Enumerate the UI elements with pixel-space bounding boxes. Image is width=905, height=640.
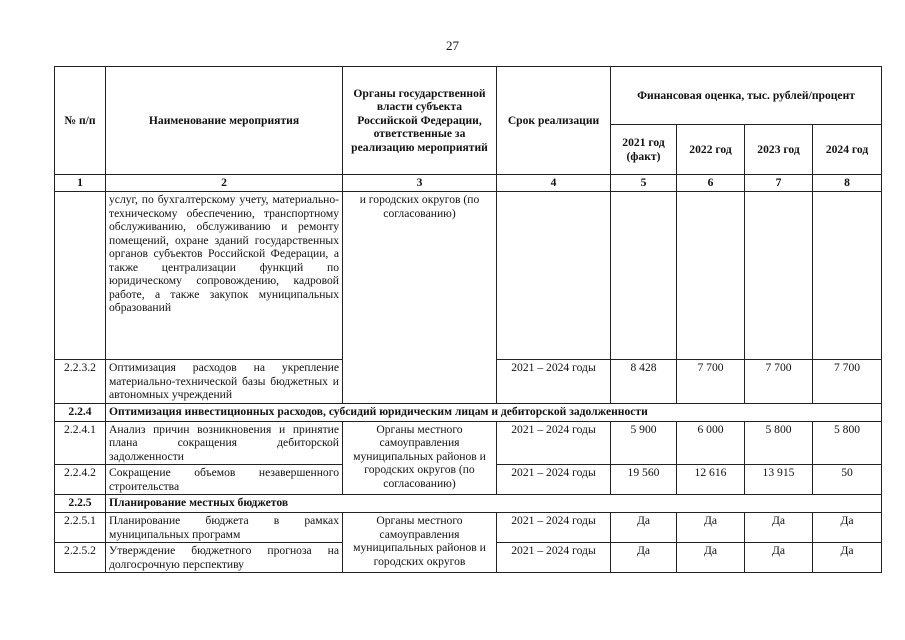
table-row: [55, 192, 882, 360]
table-row: [55, 513, 882, 543]
row-value-2023: 5 800: [745, 421, 813, 465]
colnum: 3: [343, 175, 497, 192]
row-value-2021: 8 428: [611, 360, 677, 404]
row-name: Сокращение объемов незавершенного строительства: [106, 465, 343, 495]
colnum: 7: [745, 175, 813, 192]
section-title: Оптимизация инвестиционных расходов, субсидий юридическим лицам и дебиторской задолженности: [106, 403, 882, 421]
row-value: [611, 192, 677, 360]
row-term: [497, 192, 611, 360]
row-name: Утверждение бюджетного прогноза на долгосрочную перспективу: [106, 543, 343, 573]
row-value-2023: 13 915: [745, 465, 813, 495]
row-value-2024: Да: [813, 543, 882, 573]
row-term: 2021 – 2024 годы: [497, 465, 611, 495]
row-value-2022: Да: [677, 543, 745, 573]
row-term: 2021 – 2024 годы: [497, 513, 611, 543]
header-year-2024: 2024 год: [813, 125, 882, 175]
row-value-2024: 50: [813, 465, 882, 495]
row-term: 2021 – 2024 годы: [497, 360, 611, 404]
row-org: Органы местного самоуправления муниципальных районов и городских округов: [343, 513, 497, 573]
row-value-2021: 19 560: [611, 465, 677, 495]
colnum: 8: [813, 175, 882, 192]
row-value: [813, 192, 882, 360]
row-org: и городских округов (по согласованию): [343, 192, 497, 404]
row-org: Органы местного самоуправления муниципальных районов и городских округов (по согласованию): [343, 421, 497, 495]
colnum: 2: [106, 175, 343, 192]
table-row: [55, 421, 882, 465]
header-year-2021: 2021 год (факт): [611, 125, 677, 175]
page-number: 27: [446, 38, 459, 53]
row-value-2023: 7 700: [745, 360, 813, 404]
column-numbers-row: [55, 175, 882, 192]
row-name: Анализ причин возникновения и принятие плана сокращения дебиторской задолженности: [106, 421, 343, 465]
row-num: 2.2.3.2: [55, 360, 106, 404]
section-row: [55, 495, 882, 513]
row-num: [55, 192, 106, 360]
row-value-2022: Да: [677, 513, 745, 543]
header-year-2022: 2022 год: [677, 125, 745, 175]
row-value: [745, 192, 813, 360]
row-term: 2021 – 2024 годы: [497, 543, 611, 573]
row-value-2023: Да: [745, 513, 813, 543]
header-year-2023: 2023 год: [745, 125, 813, 175]
row-name: услуг, по бухгалтерскому учету, материально-техническому обеспечению, транспортному обслуживанию, обслуживанию и ремонту помещений, охране зданий государственных органов субъектов Российской Федерации, а также централизации функций по юридическому сопровождению, кадровой работе, а также закупок муниципальных образований: [106, 192, 343, 360]
row-value-2021: Да: [611, 543, 677, 573]
row-value-2022: 6 000: [677, 421, 745, 465]
row-value: [677, 192, 745, 360]
row-value-2023: Да: [745, 543, 813, 573]
measures-table: [54, 66, 882, 573]
section-num: 2.2.5: [55, 495, 106, 513]
header-num: № п/п: [55, 67, 106, 175]
row-name: Планирование бюджета в рамках муниципальных программ: [106, 513, 343, 543]
colnum: 6: [677, 175, 745, 192]
colnum: 4: [497, 175, 611, 192]
row-num: 2.2.4.2: [55, 465, 106, 495]
colnum: 5: [611, 175, 677, 192]
row-value-2022: 12 616: [677, 465, 745, 495]
row-value-2024: 7 700: [813, 360, 882, 404]
row-num: 2.2.4.1: [55, 421, 106, 465]
header-row: [55, 67, 882, 125]
section-title: Планирование местных бюджетов: [106, 495, 882, 513]
row-value-2024: 5 800: [813, 421, 882, 465]
section-row: [55, 403, 882, 421]
row-value-2022: 7 700: [677, 360, 745, 404]
header-fin: Финансовая оценка, тыс. рублей/процент: [611, 67, 882, 125]
row-name: Оптимизация расходов на укрепление материально-технической базы бюджетных и автономных учреждений: [106, 360, 343, 404]
row-value-2021: Да: [611, 513, 677, 543]
header-name: Наименование мероприятия: [106, 67, 343, 175]
header-term: Срок реализации: [497, 67, 611, 175]
row-value-2024: Да: [813, 513, 882, 543]
row-term: 2021 – 2024 годы: [497, 421, 611, 465]
header-org: Органы государственной власти субъекта Российской Федерации, ответственные за реализацию мероприятий: [343, 67, 497, 175]
row-value-2021: 5 900: [611, 421, 677, 465]
row-num: 2.2.5.1: [55, 513, 106, 543]
row-num: 2.2.5.2: [55, 543, 106, 573]
colnum: 1: [55, 175, 106, 192]
section-num: 2.2.4: [55, 403, 106, 421]
